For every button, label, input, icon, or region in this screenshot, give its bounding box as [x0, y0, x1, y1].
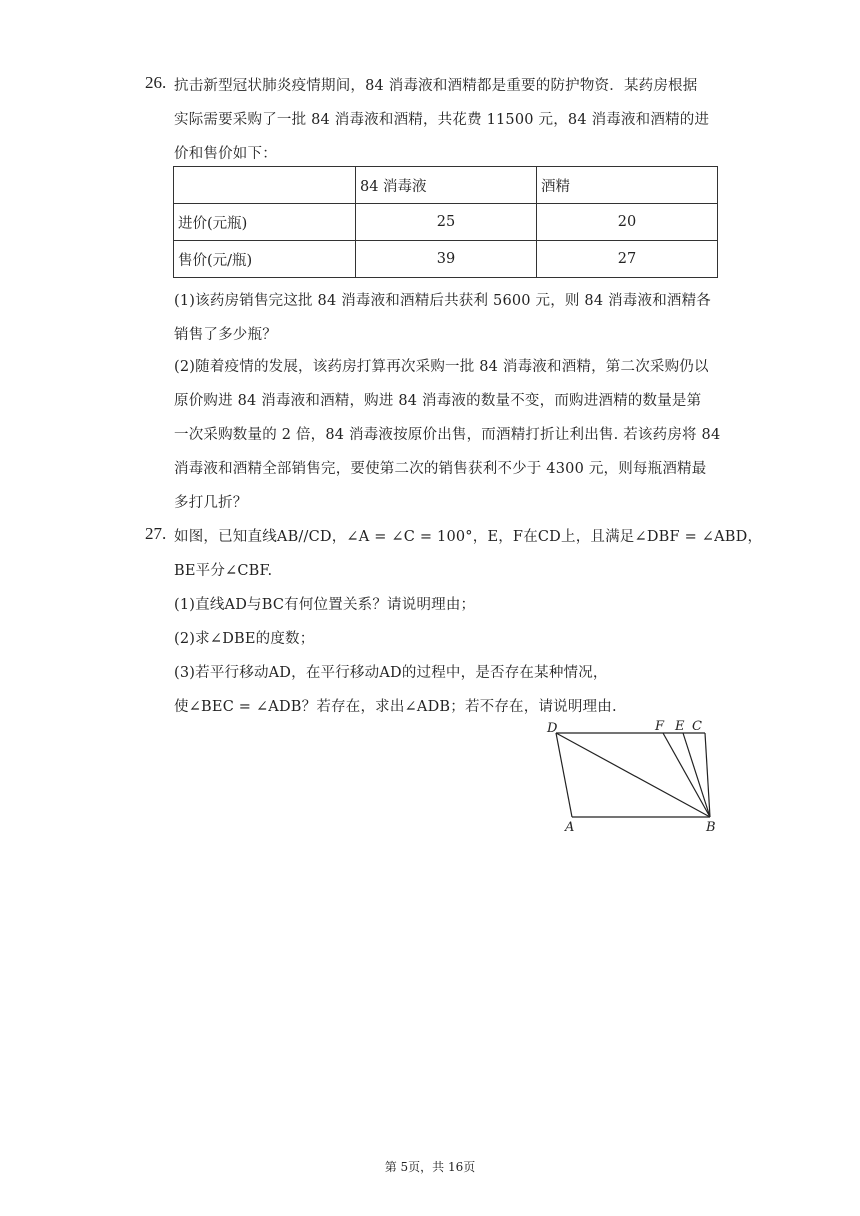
q26-part2-line-1: (2)随着疫情的发展，该药房打算再次采购一批 84 消毒液和酒精，第二次采购仍以 — [174, 359, 709, 375]
table-header-cell: 84 消毒液 — [356, 167, 537, 204]
q26-part2-line-3: 一次采购数量的 2 倍，84 消毒液按原价出售，而酒精打折让利出售. 若该药房将 84 — [174, 427, 721, 443]
q27-line-1: 如图，已知直线AB//CD，∠A = ∠C = 100°，E，F在CD上，且满足∠DBF = ∠ABD， — [174, 529, 763, 545]
q26-number: 26. — [145, 73, 167, 92]
q27-line-2: BE平分∠CBF. — [174, 563, 273, 579]
page-footer: 第 5页，共 16页 — [384, 1160, 476, 1174]
table-cell: 39 — [356, 241, 537, 278]
label-d: D — [547, 721, 558, 736]
table-cell: 25 — [356, 204, 537, 241]
table-cell: 27 — [537, 241, 718, 278]
table-cell: 20 — [537, 204, 718, 241]
table-row-label: 售价(元/瓶) — [174, 241, 356, 278]
table-header-cell: 酒精 — [537, 167, 718, 204]
segment-ad — [556, 733, 572, 817]
q27-part3-line-2: 使∠BEC = ∠ADB？若存在，求出∠ADB；若不存在，请说明理由. — [174, 699, 617, 715]
q26-part2-line-2: 原价购进 84 消毒液和酒精，购进 84 消毒液的数量不变，而购进酒精的数量是第 — [174, 393, 702, 409]
q26-line-1: 抗击新型冠状肺炎疫情期间，84 消毒液和酒精都是重要的防护物资．某药房根据 — [174, 78, 698, 94]
table-row-label: 进价(元瓶) — [174, 204, 356, 241]
q26-part2-line-5: 多打几折？ — [174, 495, 248, 511]
table-header-row — [174, 167, 718, 204]
label-a: A — [565, 820, 575, 835]
q27-part3-line-1: (3)若平行移动AD，在平行移动AD的过程中，是否存在某种情况， — [174, 665, 608, 681]
q26-line-2: 实际需要采购了一批 84 消毒液和酒精，共花费 11500 元，84 消毒液和酒精的进 — [174, 112, 710, 128]
label-f: F — [655, 719, 665, 734]
geometry-figure — [540, 713, 730, 838]
q27-part1: (1)直线AD与BC有何位置关系？请说明理由； — [174, 597, 476, 613]
q26-line-3: 价和售价如下： — [174, 146, 277, 162]
table-row — [174, 241, 718, 278]
q26-part2-line-4: 消毒液和酒精全部销售完，要使第二次的销售获利不少于 4300 元，则每瓶酒精最 — [174, 461, 707, 477]
q26-part1-line-1: (1)该药房销售完这批 84 消毒液和酒精后共获利 5600 元，则 84 消毒液和酒精各 — [174, 293, 711, 309]
q27-part2: (2)求∠DBE的度数； — [174, 631, 315, 647]
table-cell — [174, 167, 356, 204]
label-e: E — [675, 719, 685, 734]
q26-part1-line-2: 销售了多少瓶？ — [174, 327, 277, 343]
label-b: B — [706, 820, 716, 835]
price-table — [173, 166, 718, 278]
table-row — [174, 204, 718, 241]
label-c: C — [692, 719, 702, 734]
q27-number: 27. — [145, 524, 167, 543]
